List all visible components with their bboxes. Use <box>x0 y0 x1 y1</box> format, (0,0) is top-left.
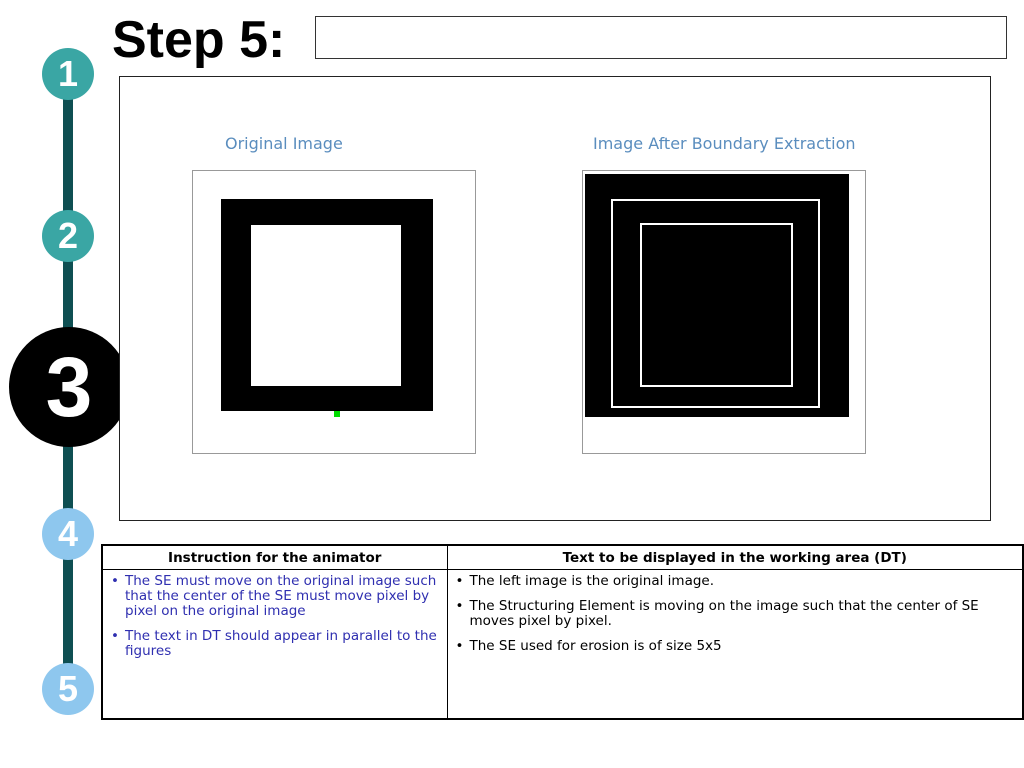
dt-text-item: • The SE used for erosion is of size 5x5 <box>456 639 1017 654</box>
table-header-row <box>102 545 1023 570</box>
structuring-element-marker[interactable] <box>334 411 340 417</box>
step-3-indicator-current[interactable]: 3 <box>9 327 129 447</box>
step-1-indicator[interactable]: 1 <box>42 48 94 100</box>
dt-text-item: • The left image is the original image. <box>456 574 1017 589</box>
step-5-indicator[interactable]: 5 <box>42 663 94 715</box>
boundary-image-caption: Image After Boundary Extraction <box>593 134 856 153</box>
table-row <box>102 570 1023 720</box>
step-2-indicator[interactable]: 2 <box>42 210 94 262</box>
working-area <box>119 76 991 521</box>
instruction-table <box>101 544 1024 720</box>
animator-instruction-item: • The text in DT should appear in parallel to the figures <box>111 629 441 659</box>
original-square-inner <box>251 225 401 386</box>
step-title: Step 5: <box>112 11 286 69</box>
dt-text-item: • The Structuring Element is moving on the image such that the center of SE moves pixel by pixel. <box>456 599 1017 629</box>
animator-column-header: Instruction for the animator <box>102 545 447 570</box>
animator-instruction-item: • The SE must move on the original image such that the center of the SE must move pixel by pixel on the original image <box>111 574 441 619</box>
boundary-inner-edge <box>640 223 793 387</box>
original-image-caption: Original Image <box>225 134 343 153</box>
dt-column-header: Text to be displayed in the working area (DT) <box>447 545 1023 570</box>
step-title-box[interactable] <box>315 16 1007 59</box>
dt-text-cell <box>447 570 1023 720</box>
boundary-image-frame <box>582 170 866 454</box>
step-4-indicator[interactable]: 4 <box>42 508 94 560</box>
animator-instructions-cell <box>102 570 447 720</box>
original-image-frame <box>192 170 476 454</box>
